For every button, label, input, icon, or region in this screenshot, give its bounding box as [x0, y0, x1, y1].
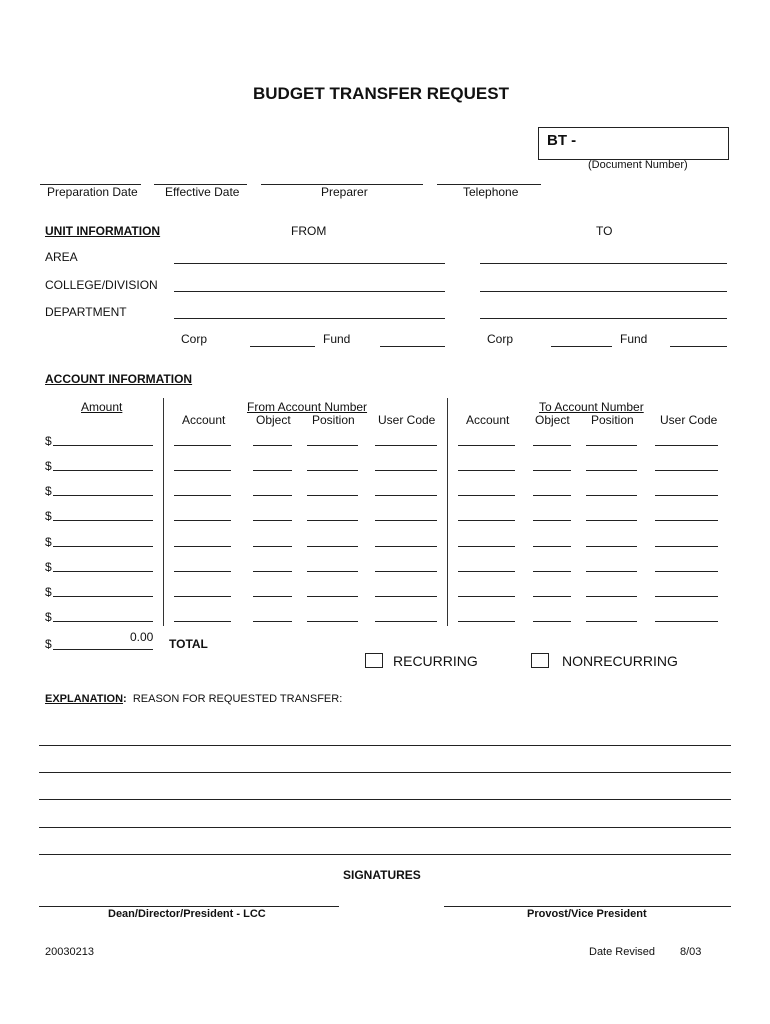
from-account-field[interactable] [174, 546, 231, 547]
from-usercode-field[interactable] [375, 445, 437, 446]
dean-signature-line[interactable] [39, 906, 339, 907]
dollar-sign: $ [45, 610, 52, 624]
to-object-field[interactable] [533, 495, 571, 496]
to-object-field[interactable] [533, 596, 571, 597]
to-fund-field[interactable] [670, 346, 727, 347]
to-usercode-col: User Code [660, 413, 718, 427]
to-object-field[interactable] [533, 445, 571, 446]
college-to-field[interactable] [480, 291, 727, 292]
explanation-colon: : [123, 693, 127, 705]
document-number-prefix: BT - [547, 132, 577, 149]
effective-date-label: Effective Date [165, 185, 240, 199]
from-position-col: Position [312, 413, 355, 427]
account-information-heading: ACCOUNT INFORMATION [45, 372, 193, 386]
from-object-field[interactable] [253, 520, 292, 521]
from-object-field[interactable] [253, 571, 292, 572]
to-corp-label: Corp [487, 332, 514, 346]
to-object-col: Object [535, 413, 570, 427]
dollar-sign: $ [45, 459, 52, 473]
from-position-field[interactable] [307, 546, 358, 547]
from-object-field[interactable] [253, 621, 292, 622]
document-number-box[interactable] [538, 127, 729, 160]
nonrecurring-checkbox[interactable] [531, 653, 549, 668]
dollar-sign: $ [45, 585, 52, 599]
to-usercode-field[interactable] [655, 621, 718, 622]
dollar-sign: $ [45, 535, 52, 549]
nonrecurring-label: NONRECURRING [562, 653, 678, 669]
to-account-field[interactable] [458, 596, 515, 597]
from-corp-field[interactable] [250, 346, 315, 347]
from-usercode-field[interactable] [375, 470, 437, 471]
explanation-line-1[interactable] [39, 745, 731, 746]
dean-signature-label: Dean/Director/President - LCC [108, 908, 266, 920]
explanation-text: REASON FOR REQUESTED TRANSFER: [132, 693, 343, 705]
to-account-number-header: To Account Number [539, 400, 644, 414]
to-account-field[interactable] [458, 445, 515, 446]
to-usercode-field[interactable] [655, 470, 718, 471]
amount-divider [163, 398, 164, 626]
college-from-field[interactable] [174, 291, 445, 292]
to-usercode-field[interactable] [655, 495, 718, 496]
recurring-label: RECURRING [393, 653, 478, 669]
explanation-line-5[interactable] [39, 854, 731, 855]
to-usercode-field[interactable] [655, 546, 718, 547]
from-usercode-field[interactable] [375, 621, 437, 622]
preparer-label: Preparer [321, 185, 368, 199]
to-position-field[interactable] [586, 445, 637, 446]
from-object-field[interactable] [253, 445, 292, 446]
amount-field[interactable] [53, 470, 153, 471]
from-usercode-field[interactable] [375, 520, 437, 521]
total-amount-value: 0.00 [130, 630, 154, 644]
from-object-field[interactable] [253, 495, 292, 496]
to-object-field[interactable] [533, 571, 571, 572]
from-position-field[interactable] [307, 520, 358, 521]
total-dollar-sign: $ [45, 637, 52, 651]
to-position-field[interactable] [586, 596, 637, 597]
date-revised-label: Date Revised [589, 946, 656, 958]
from-usercode-field[interactable] [375, 546, 437, 547]
to-account-field[interactable] [458, 520, 515, 521]
to-usercode-field[interactable] [655, 520, 718, 521]
to-position-field[interactable] [586, 571, 637, 572]
explanation-row [45, 693, 342, 705]
amount-field[interactable] [53, 596, 153, 597]
department-to-field[interactable] [480, 318, 727, 319]
to-object-field[interactable] [533, 520, 571, 521]
unit-information-heading: UNIT INFORMATION [45, 224, 161, 238]
from-position-field[interactable] [307, 445, 358, 446]
from-account-field[interactable] [174, 470, 231, 471]
area-from-field[interactable] [174, 263, 445, 264]
from-object-field[interactable] [253, 596, 292, 597]
from-account-field[interactable] [174, 495, 231, 496]
provost-signature-label: Provost/Vice President [527, 908, 647, 920]
from-object-field[interactable] [253, 546, 292, 547]
to-account-field[interactable] [458, 571, 515, 572]
total-label: TOTAL [169, 637, 208, 651]
form-title: BUDGET TRANSFER REQUEST [253, 84, 509, 103]
from-account-field[interactable] [174, 571, 231, 572]
from-account-field[interactable] [174, 520, 231, 521]
to-account-col: Account [466, 413, 510, 427]
dollar-sign: $ [45, 560, 52, 574]
explanation-line-3[interactable] [39, 799, 731, 800]
area-to-field[interactable] [480, 263, 727, 264]
to-heading: TO [596, 224, 613, 238]
signatures-heading: SIGNATURES [343, 868, 421, 882]
from-position-field[interactable] [307, 621, 358, 622]
to-usercode-field[interactable] [655, 596, 718, 597]
to-object-field[interactable] [533, 621, 571, 622]
area-label: AREA [45, 250, 78, 264]
amount-field[interactable] [53, 621, 153, 622]
from-object-col: Object [256, 413, 291, 427]
from-account-field[interactable] [174, 621, 231, 622]
from-fund-label: Fund [323, 332, 351, 346]
from-usercode-field[interactable] [375, 571, 437, 572]
from-usercode-col: User Code [378, 413, 436, 427]
footer-code: 20030213 [45, 946, 94, 958]
to-position-col: Position [591, 413, 634, 427]
from-position-field[interactable] [307, 495, 358, 496]
preparation-date-label: Preparation Date [47, 185, 138, 199]
to-object-field[interactable] [533, 470, 571, 471]
date-revised-value: 8/03 [680, 946, 702, 958]
from-usercode-field[interactable] [375, 495, 437, 496]
explanation-line-4[interactable] [39, 827, 731, 828]
from-heading: FROM [291, 224, 327, 238]
amount-field[interactable] [53, 495, 153, 496]
department-label: DEPARTMENT [45, 305, 127, 319]
to-account-field[interactable] [458, 621, 515, 622]
amount-field[interactable] [53, 546, 153, 547]
to-position-field[interactable] [586, 470, 637, 471]
to-usercode-field[interactable] [655, 445, 718, 446]
document-number-caption: (Document Number) [588, 159, 688, 171]
from-position-field[interactable] [307, 470, 358, 471]
total-amount-line [53, 649, 153, 650]
from-usercode-field[interactable] [375, 596, 437, 597]
from-fund-field[interactable] [380, 346, 445, 347]
to-position-field[interactable] [586, 520, 637, 521]
amount-field[interactable] [53, 571, 153, 572]
to-account-field[interactable] [458, 470, 515, 471]
from-account-number-header: From Account Number [247, 400, 368, 414]
telephone-label: Telephone [463, 185, 519, 199]
from-account-field[interactable] [174, 445, 231, 446]
to-account-field[interactable] [458, 495, 515, 496]
amount-field[interactable] [53, 445, 153, 446]
to-account-field[interactable] [458, 546, 515, 547]
to-position-field[interactable] [586, 495, 637, 496]
college-division-label: COLLEGE/DIVISION [45, 278, 158, 292]
dollar-sign: $ [45, 509, 52, 523]
amount-header: Amount [81, 400, 123, 414]
from-object-field[interactable] [253, 470, 292, 471]
from-corp-label: Corp [181, 332, 208, 346]
explanation-line-2[interactable] [39, 772, 731, 773]
from-account-field[interactable] [174, 596, 231, 597]
to-corp-field[interactable] [551, 346, 612, 347]
from-account-col: Account [182, 413, 226, 427]
department-from-field[interactable] [174, 318, 445, 319]
recurring-checkbox[interactable] [365, 653, 383, 668]
explanation-label: EXPLANATION [45, 693, 124, 705]
from-to-divider [447, 398, 448, 626]
to-position-field[interactable] [586, 621, 637, 622]
from-position-field[interactable] [307, 571, 358, 572]
provost-signature-line[interactable] [444, 906, 731, 907]
amount-field[interactable] [53, 520, 153, 521]
from-position-field[interactable] [307, 596, 358, 597]
to-usercode-field[interactable] [655, 571, 718, 572]
dollar-sign: $ [45, 484, 52, 498]
to-fund-label: Fund [620, 332, 648, 346]
to-object-field[interactable] [533, 546, 571, 547]
dollar-sign: $ [45, 434, 52, 448]
to-position-field[interactable] [586, 546, 637, 547]
